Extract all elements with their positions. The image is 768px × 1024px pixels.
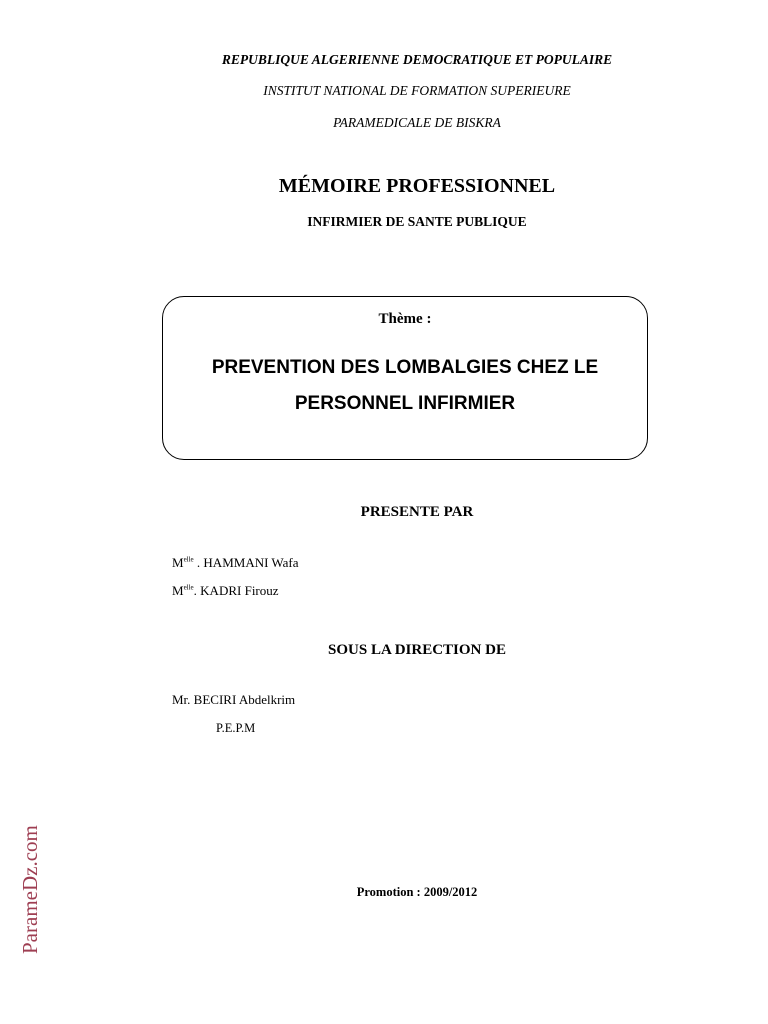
promotion-year: Promotion : 2009/2012	[356, 885, 478, 899]
institute-name: INSTITUT NATIONAL DE FORMATION SUPERIEURE	[263, 83, 571, 98]
supervisor-grade: P.E.P.M	[216, 721, 256, 735]
theme-title-line-2: PERSONNEL INFIRMIER	[294, 393, 516, 414]
direction-heading: SOUS LA DIRECTION DE	[328, 642, 506, 658]
theme-label: Thème :	[378, 311, 432, 327]
student-separator: .	[193, 555, 204, 570]
speciality-subtitle: INFIRMIER DE SANTE PUBLIQUE	[307, 214, 527, 229]
student-fullname: KADRI Firouz	[200, 583, 279, 598]
supervisor-name: Mr. BECIRI Abdelkrim	[172, 692, 296, 707]
site-watermark: ParameDz.com	[18, 825, 42, 954]
document-type-title: MÉMOIRE PROFESSIONNEL	[278, 175, 556, 197]
theme-title-line-1: PREVENTION DES LOMBALGIES CHEZ LE	[211, 357, 599, 378]
student-prefix: M	[172, 555, 184, 570]
presented-by-heading: PRESENTE PAR	[360, 504, 474, 520]
institute-location: PARAMEDICALE DE BISKRA	[333, 115, 501, 130]
student-separator: .	[193, 583, 201, 598]
student-name	[172, 555, 299, 571]
student-name	[172, 583, 279, 599]
republic-heading: REPUBLIQUE ALGERIENNE DEMOCRATIQUE ET POPULAIRE	[221, 52, 613, 67]
student-prefix-sup: elle	[183, 583, 194, 592]
theme-box	[162, 296, 648, 460]
student-prefix-sup: elle	[183, 555, 194, 564]
student-fullname: HAMMANI Wafa	[203, 555, 299, 570]
student-prefix: M	[172, 583, 184, 598]
theme-title	[163, 350, 647, 422]
